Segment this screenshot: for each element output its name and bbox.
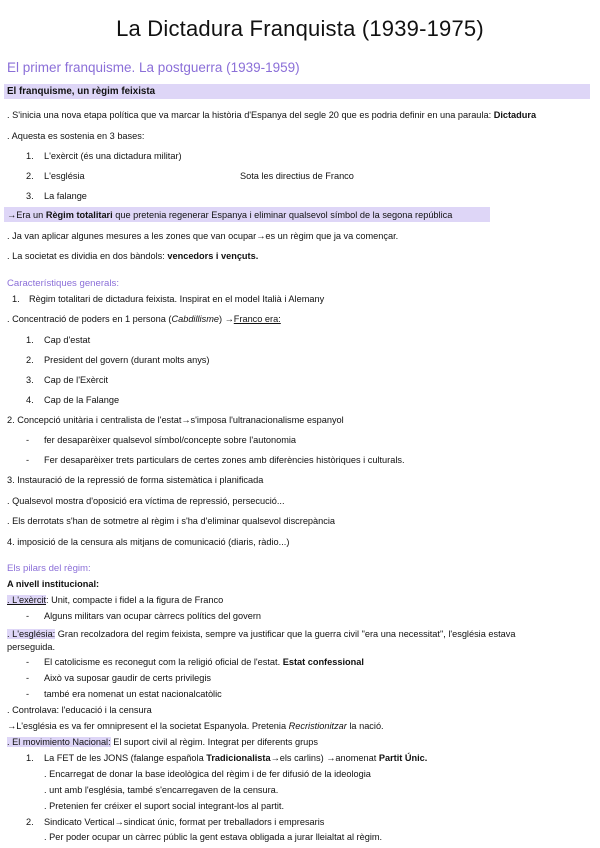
pilars-subtitle: A nivell institucional:: [7, 579, 100, 589]
intro-line-4: . Ja van aplicar algunes mesures a les zones que van ocupar→es un règim que ja va començar.: [7, 231, 399, 241]
intro-line-1: . S'inicia una nova etapa política que va marcar la història d'Espanya del segle 20 que es podria definir en una paraula: Dictadura: [7, 110, 537, 120]
document-page: La Dictadura Franquista (1939-1975) El primer franquisme. La postguerra (1939-1959) El franquisme, un règim feixista . S'inicia una nova etapa política que va marcar la història d'Espanya del segle 20 que es podria definir en una paraula: Dictadura . Aquesta es sostenia en 3 bases: 1. L'exèrcit (és una dictadura militar) 2. L'església Sota les directius de Franco 3. La falange →Era un Règim totalitari que pretenia regenerar Espanya i eliminar qualsevol símbol de la segona república . Ja van aplicar algunes mesures a les zones que van ocupar→es un règim que ja va començar. . La societat es dividia en dos bàndols: vencedors i vençuts. Característiques generals: 1. Règim totalitari de dictadura feixista. Inspirat en el model Italià i Alemany . Concentració de poders en 1 persona (Cabdillisme) →Franco era: 1. Cap d'estat 2. President del govern (durant molts anys) 3. Cap de l'Exèrcit 4. Cap de la Falange 2. Concepció unitària i centralista de l'estat→s'imposa l'ultranacionalisme espanyol - fer desaparèixer qualsevol símbol/concepte sobre l'autonomia - Fer desaparèixer trets particulars de certes zones amb diferències històriques i culturals. 3. Instauració de la repressió de forma sistemàtica i planificada . Qualsevol mostra d'oposició era víctima de repressió, persecució... . Els derrotats s'han de sotmetre al règim i s'ha d'eliminar qualsevol discrepància 4. imposició de la censura als mitjans de comunicació (diaris, ràdio...) Els pilars del règim: A nivell institucional: . L'exèrcit: Unit, compacte i fidel a la figura de Franco - Alguns militars van ocupar càrrecs polítics del govern . L'església: Gran recolzadora del regim feixista, sempre va justificar que la guerra civil "era una necessitat", l'església estava perseguida. - El catolicisme es reconegut com la religió oficial de l'estat. Estat confessional - Això va suposar gaudir de certs privilegis - també era nomenat un estat nacionalcatòlic . Controlava: l'educació i la censura →L'església es va fer omnipresent el la societat Espanyola. Pretenia Recristionitzar la nació. . El movimiento Nacional: El suport civil al règim. Integrat per diferents grups 1. La FET de les JONS (falange española Tradicionalista→els carlins) →anomenat Partit Únic. . Encarregat de donar la base ideològica del règim i de fer difusió de la ideologia . unt amb l'església, també s'encarregaven de la censura. . Pretenien fer créixer el suport social integrant-los al partit. 2. Sindicato Vertical→sindicat únic, format per treballadors i empresaris . Per poder ocupar un càrrec públic la gent estava obligada a jurar lleialtat al règim.: [0, 0, 600, 848]
caract-point-3: 2. Concepció unitària i centralista de l'estat→s'imposa l'ultranacionalisme espanyol: [7, 415, 344, 425]
totalitarian-line: →Era un Règim totalitari que pretenia regenerar Espanya i eliminar qualsevol símbol de la segona república: [7, 210, 453, 220]
caract-point-5: . Qualsevol mostra d'oposició era víctima de repressió, persecució...: [7, 496, 285, 506]
section-subtitle: El primer franquisme. La postguerra (1939-1959): [7, 60, 300, 75]
pilar-esglesia: . L'església: Gran recolzadora del regim feixista, sempre va justificar que la guerra civil "era una necessitat", l'església estava: [7, 629, 516, 639]
caract-point-4: 3. Instauració de la repressió de forma sistemàtica i planificada: [7, 475, 264, 485]
caract-point-7: 4. imposició de la censura als mitjans de comunicació (diaris, ràdio...): [7, 537, 290, 547]
page-title: La Dictadura Franquista (1939-1975): [116, 16, 484, 41]
intro-line-2: . Aquesta es sostenia en 3 bases:: [7, 131, 145, 141]
fet-jons-sub-2: . unt amb l'església, també s'encarregaven de la censura.: [44, 785, 279, 795]
pilar-movimiento: . El movimiento Nacional: El suport civil al règim. Integrat per diferents grups: [7, 737, 318, 747]
intro-line-5: . La societat es dividia en dos bàndols: vencedors i vençuts.: [7, 251, 259, 261]
sindicato-sub-1: . Per poder ocupar un càrrec públic la gent estava obligada a jurar lleialtat al règim.: [44, 832, 383, 842]
control-line-2: →L'església es va fer omnipresent el la societat Espanyola. Pretenia Recristionitzar la nació.: [7, 721, 384, 731]
control-line: . Controlava: l'educació i la censura: [7, 705, 152, 715]
pilars-title: Els pilars del règim:: [7, 563, 91, 574]
side-note: Sota les directius de Franco: [240, 171, 354, 181]
fet-jons-sub-3: . Pretenien fer créixer el suport social integrant-los al partit.: [44, 801, 285, 811]
caract-point-6: . Els derrotats s'han de sotmetre al règim i s'ha d'eliminar qualsevol discrepància: [7, 516, 336, 526]
pilar-esglesia-cont: perseguida.: [7, 642, 56, 652]
caract-point-2: . Concentració de poders en 1 persona (Cabdillisme) →Franco era:: [7, 314, 281, 324]
section-heading: El franquisme, un règim feixista: [7, 86, 156, 97]
fet-jons-sub-1: . Encarregat de donar la base ideològica del règim i de fer difusió de la ideologia: [44, 769, 371, 779]
caract-title: Característiques generals:: [7, 278, 119, 289]
pilar-exercit: . L'exèrcit: Unit, compacte i fidel a la figura de Franco: [7, 595, 224, 605]
